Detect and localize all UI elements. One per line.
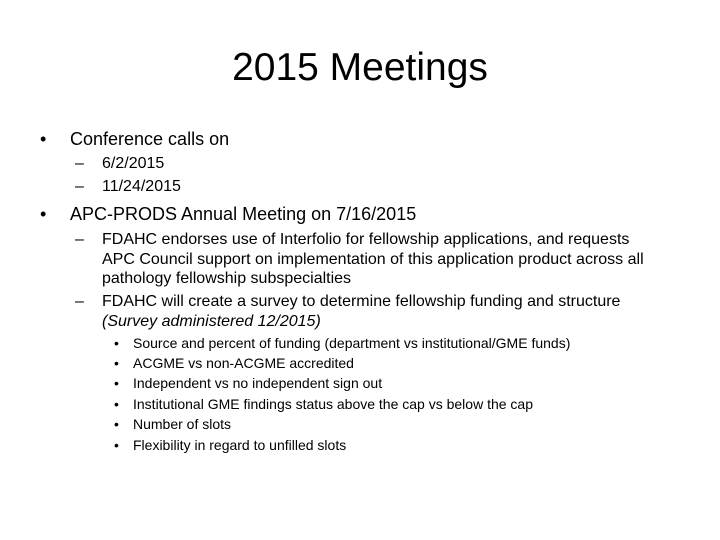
dash-icon: – bbox=[75, 293, 84, 310]
slide-title: 2015 Meetings bbox=[232, 46, 488, 89]
survey-topic-text: Institutional GME findings status above the cap vs below the cap bbox=[133, 396, 534, 412]
dash-icon: – bbox=[75, 155, 84, 172]
bullet-text: Conference calls on bbox=[70, 129, 230, 149]
sub-bullet-survey bbox=[75, 292, 655, 331]
bullet-icon: • bbox=[114, 355, 119, 371]
dash-icon: – bbox=[75, 178, 84, 195]
survey-topic-text: Independent vs no independent sign out bbox=[133, 375, 383, 391]
bullet-icon: • bbox=[114, 375, 119, 391]
bullet-icon: • bbox=[40, 204, 47, 224]
survey-text: FDAHC will create a survey to determine fellowship funding and structure bbox=[102, 293, 621, 310]
sub-bullet-interfolio bbox=[75, 230, 655, 289]
date-text: 6/2/2015 bbox=[102, 155, 165, 172]
bullet-icon: • bbox=[114, 396, 119, 412]
bullet-icon: • bbox=[114, 437, 119, 453]
survey-topic-text: Source and percent of funding (department vs institutional/GME funds) bbox=[133, 335, 571, 351]
bullet-text: APC-PRODS Annual Meeting on 7/16/2015 bbox=[70, 204, 417, 224]
date-text: 11/24/2015 bbox=[102, 178, 181, 195]
survey-topic-text: Number of slots bbox=[133, 416, 232, 432]
bullet-icon: • bbox=[114, 335, 119, 351]
survey-topic-text: ACGME vs non-ACGME accredited bbox=[133, 355, 354, 371]
item-text bbox=[102, 292, 655, 331]
dash-icon: – bbox=[75, 231, 84, 248]
sub-bullet-date bbox=[75, 177, 655, 197]
survey-topic-text: Flexibility in regard to unfilled slots bbox=[133, 437, 347, 453]
survey-note: (Survey administered 12/2015) bbox=[102, 312, 321, 330]
bullet-icon: • bbox=[40, 129, 47, 149]
sub-bullet-date bbox=[75, 154, 655, 174]
item-text: FDAHC endorses use of Interfolio for fellowship applications, and requests APC Council support on implementation of this application product across all pathology fellowship subspecialties bbox=[102, 231, 644, 287]
bullet-icon: • bbox=[114, 416, 119, 432]
